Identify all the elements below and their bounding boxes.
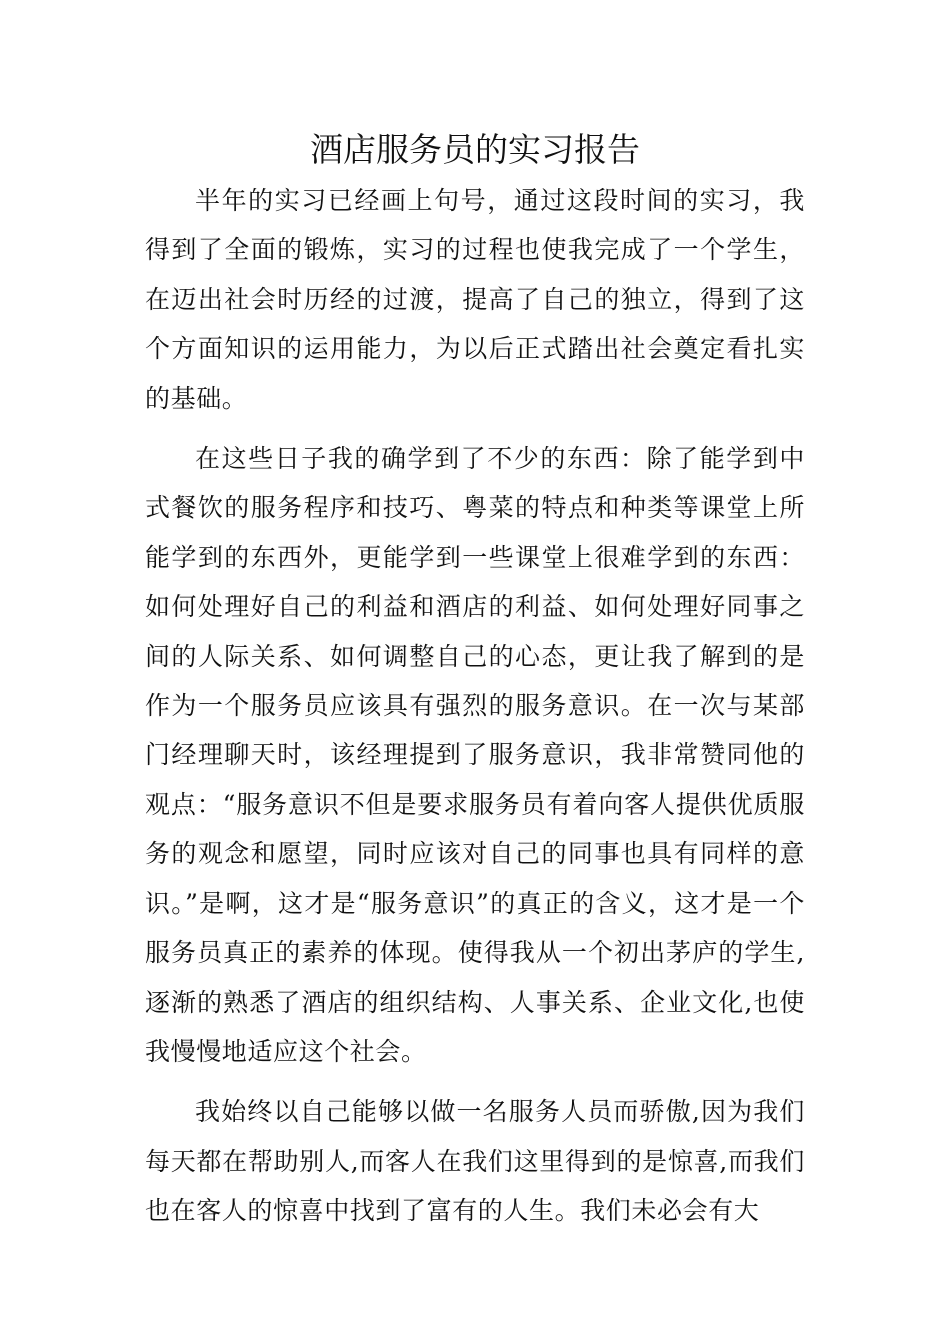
paragraph-3: 我始终以自己能够以做一名服务人员而骄傲,因为我们每天都在帮助别人,而客人在我们这里得到的是惊喜,而我们也在客人的惊喜中找到了富有的人生。我们未必会有大	[145, 1097, 805, 1226]
document-title: 酒店服务员的实习报告	[310, 130, 640, 169]
paragraph-2: 在这些日子我的确学到了不少的东西：除了能学到中式餐饮的服务程序和技巧、粤菜的特点和种类等课堂上所能学到的东西外，更能学到一些课堂上很难学到的东西：如何处理好自己的利益和酒店的利益、如何处理好同事之间的人际关系、如何调整自己的心态，更让我了解到的是作为一个服务员应该具有强烈的服务意识。在一次与某部门经理聊天时，该经理提到了服务意识，我非常赞同他的观点：“服务意识不但是要求服务员有着向客人提供优质服务的观念和愿望，同时应该对自己的同事也具有同样的意识。”是啊，这才是“服务意识”的真正的含义，这才是一个服务员真正的素养的体现。使得我从一个初出茅庐的学生,逐渐的熟悉了酒店的组织结构、人事关系、企业文化,也使我慢慢地适应这个社会。	[145, 444, 805, 1066]
document-body	[145, 176, 805, 1247]
paragraph-1: 半年的实习已经画上句号，通过这段时间的实习，我得到了全面的锻炼，实习的过程也使我完成了一个学生，在迈出社会时历经的过渡，提高了自己的独立，得到了这个方面知识的运用能力，为以后正式踏出社会奠定看扎实的基础。	[145, 186, 805, 413]
